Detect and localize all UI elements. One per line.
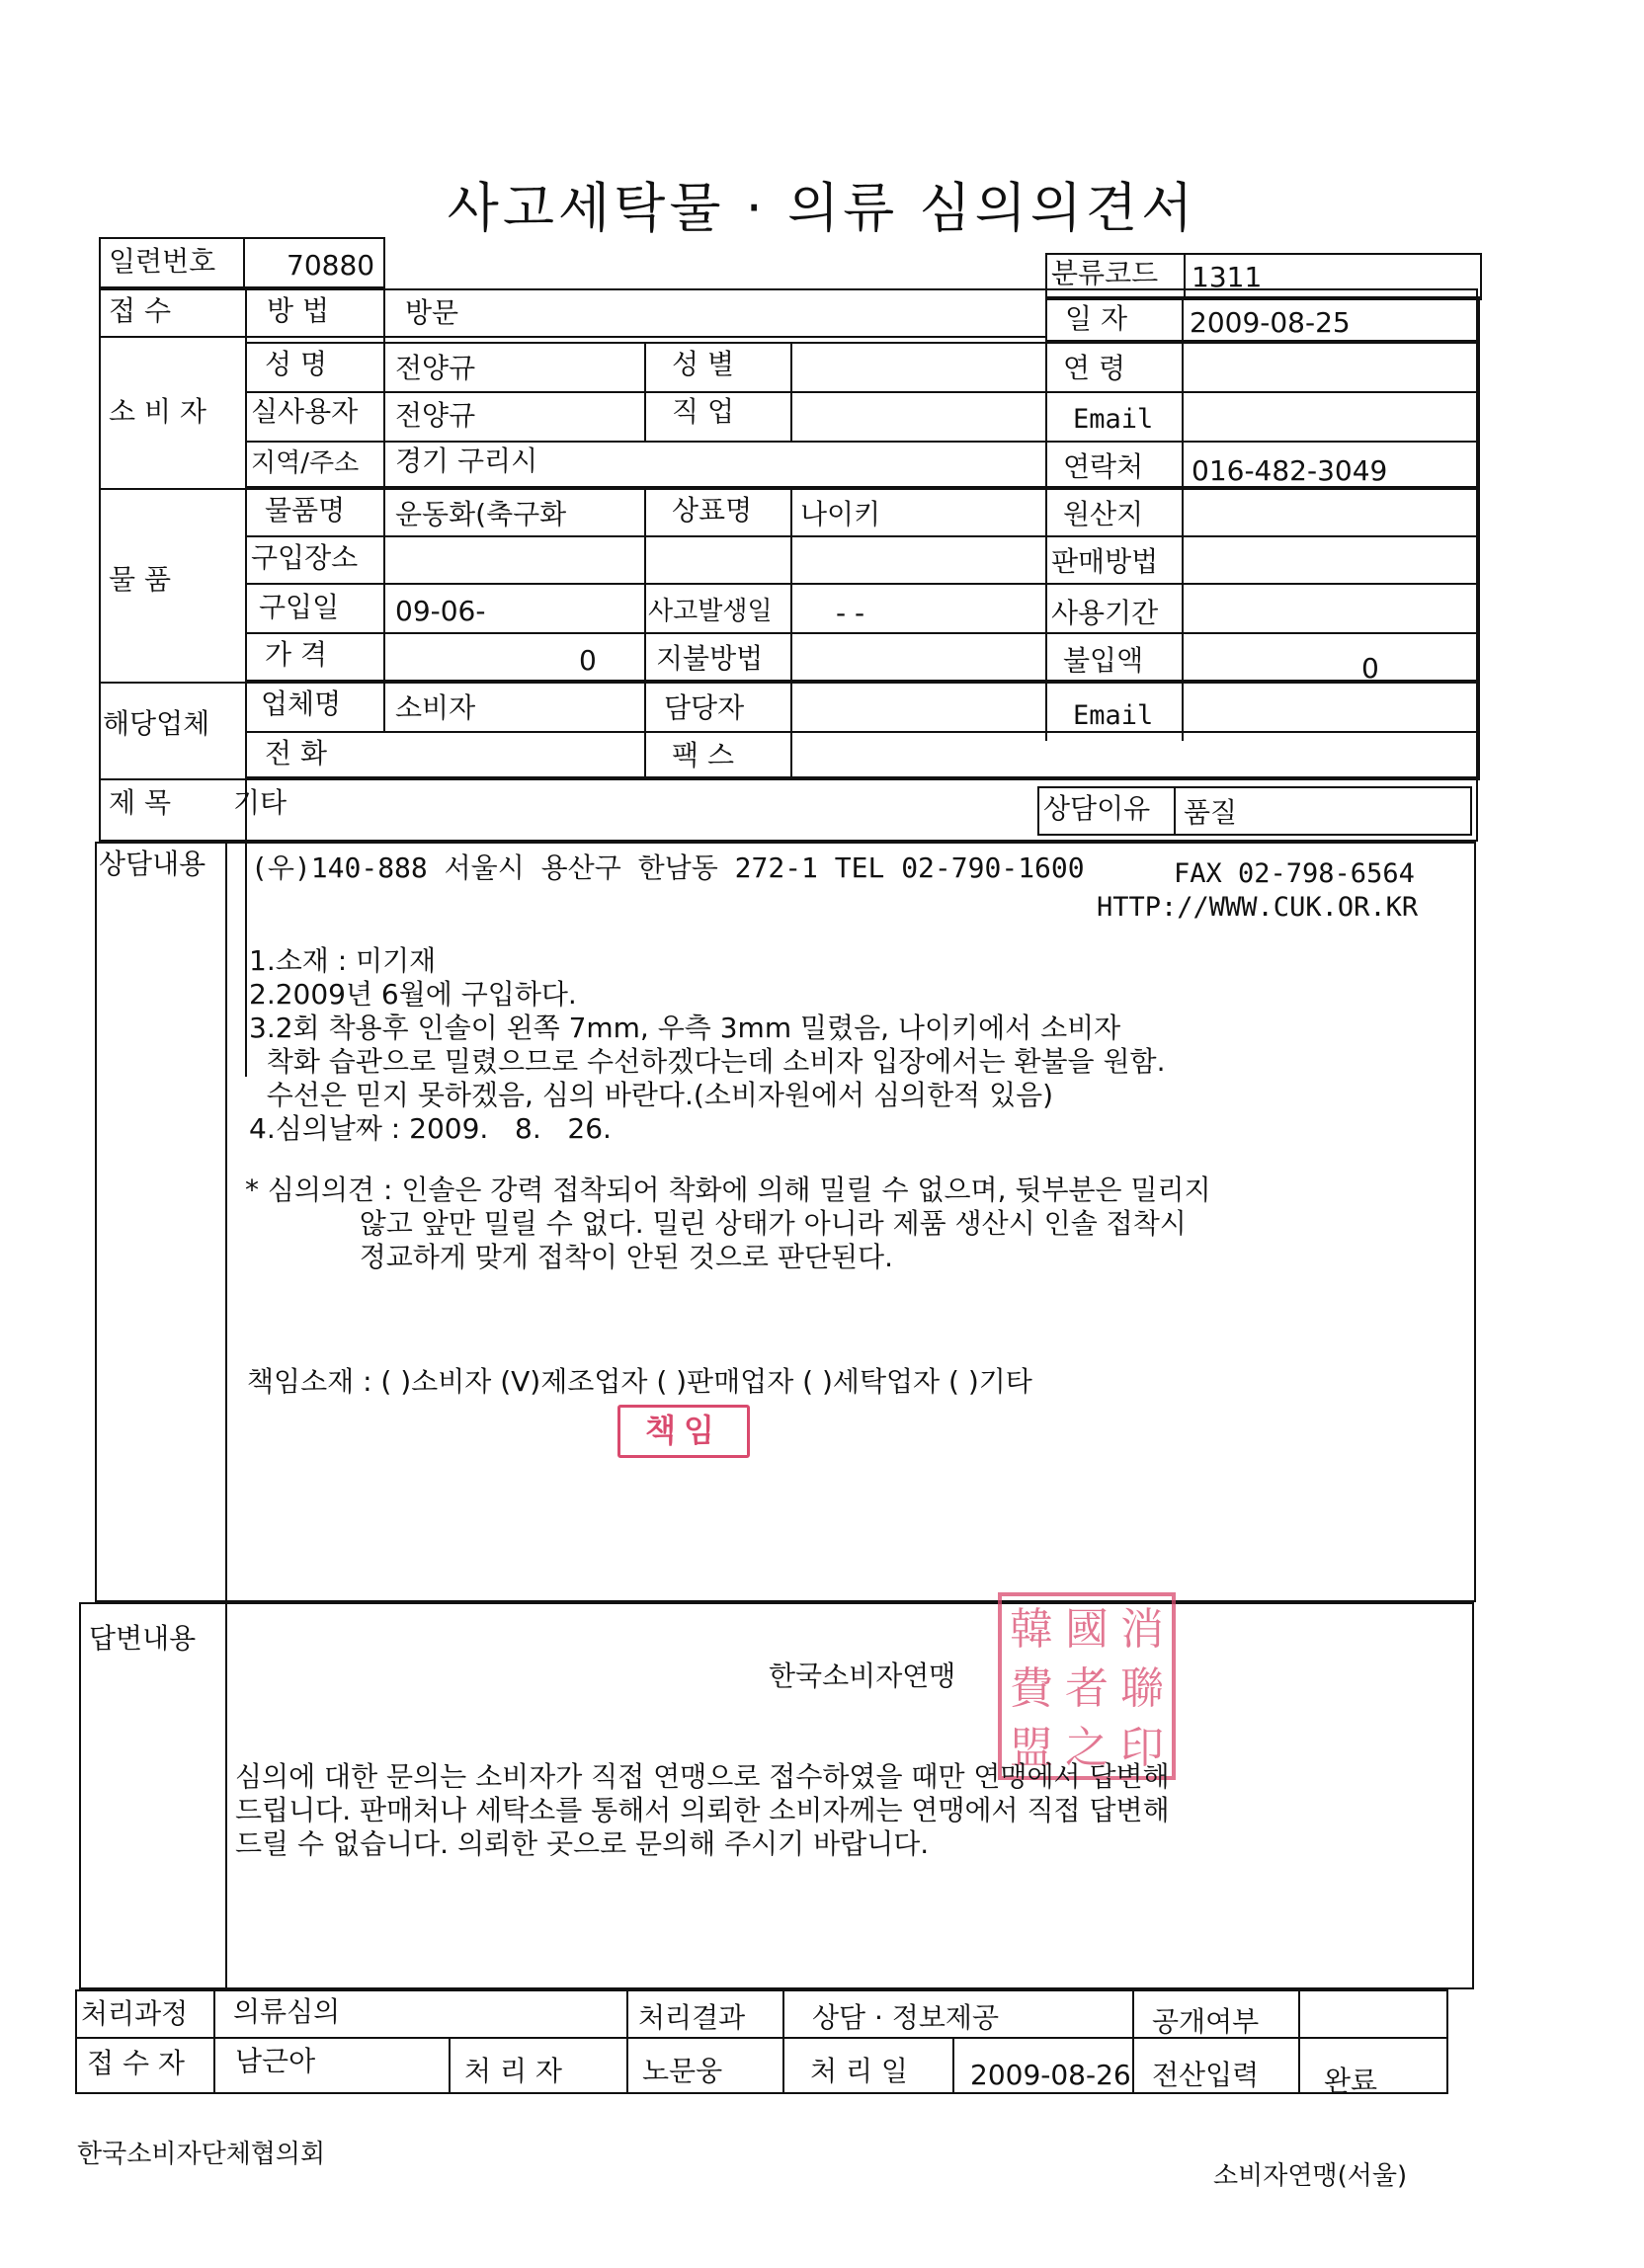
answer-label: 답변내용 [89, 1622, 197, 1655]
payment-label: 지불방법 [656, 642, 764, 675]
company-section-label: 해당업체 [103, 707, 210, 740]
company-email-label: Email [1073, 700, 1154, 731]
input-label: 전산입력 [1152, 2059, 1260, 2091]
seal-character: 消 [1120, 1604, 1164, 1655]
receiver-label: 접 수 자 [87, 2047, 185, 2079]
divider [225, 842, 227, 1602]
price-label: 가 격 [265, 638, 327, 671]
date-value: 2009-08-25 [1190, 306, 1351, 339]
seal-character: 國 [1065, 1604, 1109, 1655]
receiver-value: 남근아 [235, 2045, 316, 2077]
contact-value: 016-482-3049 [1192, 454, 1388, 487]
divider [644, 682, 646, 778]
organization-seal [998, 1592, 1176, 1780]
footer-left: 한국소비자단체협의회 [77, 2140, 326, 2169]
purchase-place-label: 구입장소 [251, 541, 359, 574]
method-value: 방문 [405, 296, 459, 329]
result-value: 상담 · 정보제공 [812, 2001, 999, 2034]
handler-value: 노문웅 [642, 2055, 723, 2087]
divider [245, 632, 1480, 634]
answer-line: 드릴 수 없습니다. 의뢰한 곳으로 문의해 주시기 바랍니다. [235, 1827, 930, 1860]
divider [213, 1989, 215, 2094]
responsibility-stamp: 책임 [617, 1405, 750, 1458]
answer-line: 드립니다. 판매처나 세탁소를 통해서 의뢰한 소비자께는 연맹에서 직접 답변해 [235, 1794, 1170, 1826]
name-label: 성 명 [265, 348, 327, 380]
purchase-date-label: 구입일 [259, 591, 340, 623]
divider [790, 342, 792, 441]
consult-url: HTTP://WWW.CUK.OR.KR [1097, 892, 1419, 923]
consult-line: 1.소재 : 미기재 [249, 944, 437, 977]
price-value: 0 [579, 644, 597, 677]
manager-label: 담당자 [664, 691, 745, 724]
public-label: 공개여부 [1152, 2005, 1260, 2038]
divider [245, 731, 1480, 733]
consult-line: 착화 습관으로 밀렸으므로 수선하겠다는데 소비자 입장에서는 환불을 원함. [249, 1045, 1166, 1078]
fax-label: 팩 스 [672, 739, 734, 771]
origin-label: 원산지 [1063, 498, 1144, 530]
process-date-label: 처 리 일 [810, 2055, 908, 2087]
unpaid-value: 0 [1361, 652, 1379, 685]
company-name-label: 업체명 [261, 688, 342, 720]
job-label: 직 업 [672, 395, 734, 428]
seal-character: 盟 [1010, 1723, 1053, 1773]
divider [1182, 682, 1184, 741]
divider [782, 1989, 784, 2094]
divider [952, 2037, 954, 2094]
divider [449, 2037, 451, 2094]
process-label: 처리과정 [81, 1997, 189, 2030]
divider [1298, 1989, 1300, 2094]
reason-value: 품질 [1184, 796, 1238, 829]
consult-fax: FAX 02-798-6564 [1174, 858, 1415, 889]
consult-line: 3.2회 착용후 인솔이 왼쪽 7mm, 우측 3mm 밀렸음, 나이키에서 소비자 [249, 1012, 1121, 1044]
code-label: 분류코드 [1051, 257, 1159, 289]
divider [1182, 488, 1184, 682]
age-label: 연 령 [1063, 352, 1125, 384]
divider [245, 288, 247, 336]
subject-value: 기타 [233, 786, 288, 819]
consult-line: 4.심의날짜 : 2009. 8. 26. [249, 1112, 612, 1145]
divider [1174, 786, 1176, 836]
opinion-line: 않고 앞만 밀릴 수 없다. 밀린 상태가 아니라 제품 생산시 인솔 접착시 [245, 1207, 1187, 1240]
consult-address: (우)140-888 서울시 용산구 한남동 272-1 TEL 02-790-1600 [251, 851, 1085, 884]
address-label: 지역/주소 [251, 448, 360, 478]
consult-line: 2.2009년 6월에 구입하다. [249, 978, 577, 1011]
divider [99, 336, 1047, 338]
purchase-date-value: 09-06- [395, 595, 486, 627]
document-title: 사고세탁물 · 의류 심의의견서 [447, 177, 1197, 239]
divider [245, 441, 1480, 443]
item-name-value: 운동화(축구화 [395, 498, 567, 530]
divider [1045, 682, 1047, 741]
divider [1182, 296, 1184, 342]
actual-user-label: 실사용자 [251, 395, 359, 428]
seal-character: 聯 [1120, 1663, 1164, 1714]
use-period-label: 사용기간 [1051, 597, 1159, 629]
accident-date-label: 사고발생일 [648, 597, 773, 626]
answer-lines [235, 1760, 1170, 1861]
actual-user-value: 전양규 [395, 399, 476, 432]
divider [790, 488, 792, 682]
unpaid-label: 불입액 [1063, 644, 1144, 677]
divider [245, 583, 1480, 585]
seal-character: 之 [1065, 1723, 1109, 1773]
answer-org: 한국소비자연맹 [769, 1660, 956, 1692]
consult-line: 수선은 믿지 못하겠음, 심의 바란다.(소비자원에서 심의한적 있음) [249, 1079, 1054, 1111]
consumer-section-label: 소 비 자 [109, 395, 206, 428]
footer-right: 소비자연맹(서울) [1213, 2161, 1408, 2191]
phone-label: 전 화 [265, 737, 327, 770]
consult-label: 상담내용 [99, 848, 206, 880]
subject-label: 제 목 [109, 786, 171, 819]
divider [99, 778, 1480, 780]
address-value: 경기 구리시 [395, 445, 538, 477]
seal-character: 費 [1010, 1663, 1053, 1714]
divider [1182, 342, 1184, 488]
input-value: 완료 [1324, 2065, 1378, 2097]
serial-label: 일련번호 [109, 245, 216, 278]
divider [1045, 488, 1047, 682]
result-label: 처리결과 [638, 2001, 746, 2034]
seal-character: 韓 [1010, 1604, 1053, 1655]
divider [225, 1602, 227, 1989]
brand-label: 상표명 [672, 494, 753, 526]
divider [245, 391, 1480, 393]
sales-method-label: 판매방법 [1051, 545, 1159, 578]
handler-label: 처 리 자 [464, 2055, 562, 2087]
reason-label: 상담이유 [1043, 792, 1151, 825]
name-value: 전양규 [395, 352, 476, 384]
company-name-value: 소비자 [395, 691, 476, 724]
consult-lines [249, 944, 1166, 1146]
divider [243, 237, 245, 288]
divider [644, 488, 646, 682]
divider [790, 682, 792, 778]
seal-character: 者 [1065, 1663, 1109, 1714]
item-name-label: 물품명 [265, 494, 346, 526]
divider [1132, 1989, 1134, 2094]
method-label: 방 법 [267, 294, 329, 327]
email-label: Email [1073, 404, 1154, 435]
opinion-line: 정교하게 맞게 접착이 안된 것으로 판단된다. [245, 1241, 893, 1273]
serial-value: 70880 [287, 249, 375, 282]
responsibility-line: 책임소재 : ( )소비자 (V)제조업자 ( )판매업자 ( )세탁업자 ( )기타 [247, 1365, 1032, 1398]
divider [245, 535, 1480, 537]
divider [626, 1989, 628, 2094]
brand-value: 나이키 [800, 498, 881, 530]
gender-label: 성 별 [672, 348, 734, 380]
opinion-line: * 심의의견 : 인솔은 강력 접착되어 착화에 의해 밀릴 수 없으며, 뒷부분은 밀리지 [245, 1174, 1211, 1206]
accident-date-value: - - [836, 597, 865, 629]
process-date-value: 2009-08-26 [970, 2059, 1131, 2091]
date-label: 일 자 [1065, 302, 1127, 335]
seal-character: 印 [1120, 1723, 1164, 1773]
code-value: 1311 [1192, 261, 1263, 293]
opinion-lines [245, 1174, 1211, 1274]
process-value: 의류심의 [233, 1995, 341, 2028]
answer-line: 심의에 대한 문의는 소비자가 직접 연맹으로 접수하였을 때만 연맹에서 답변해 [235, 1760, 1170, 1793]
contact-label: 연락처 [1063, 450, 1144, 483]
item-section-label: 물 품 [109, 563, 171, 596]
divider [644, 342, 646, 441]
divider [1045, 342, 1047, 488]
receipt-label: 접 수 [109, 294, 171, 327]
